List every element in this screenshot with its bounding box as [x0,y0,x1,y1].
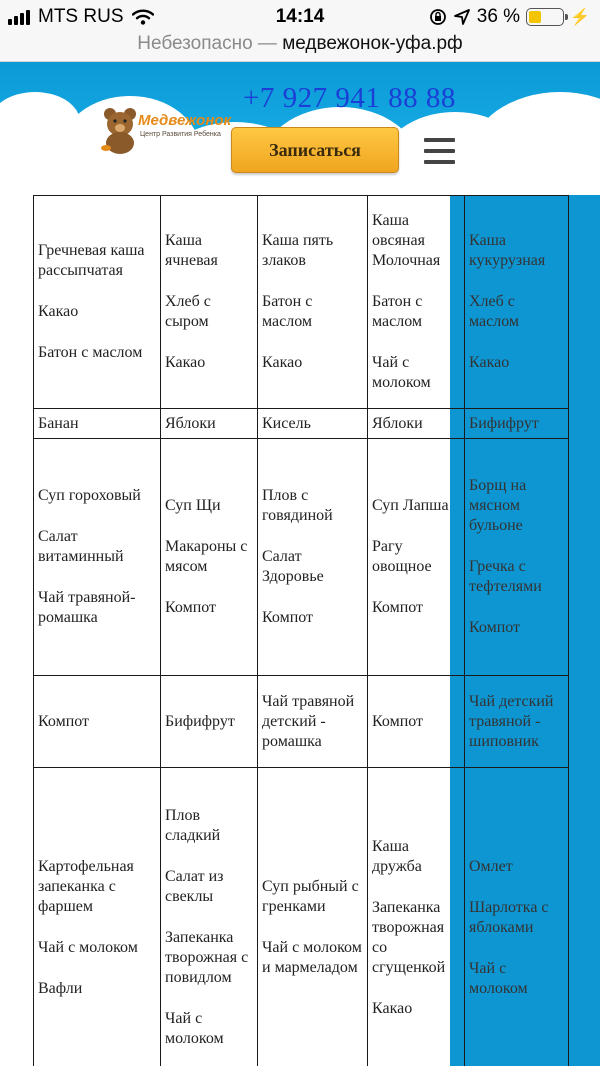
dish-item: Шарлотка с яблоками [469,898,549,936]
dish-item: Суп гороховый [38,487,141,504]
menu-cell [258,439,368,676]
dish-item: Какао [165,354,206,371]
dish-item: Борщ на мясном бульоне [469,477,527,534]
dish-item: Салат Здоровье [262,548,324,585]
dish-item: Чай с молоком [38,938,138,956]
dish-item: Батон с маслом [372,293,423,330]
dish-item: Каша ячневая [165,232,218,269]
dish-item: Чай с молоком [372,354,431,391]
dish-item: Кисель [262,414,311,432]
dish-item: Какао [38,303,79,320]
dish-item: Суп рыбный с гренками [262,878,359,915]
insecure-label: Небезопасно — [137,33,277,54]
dish-item: Хлеб с маслом [469,293,520,330]
status-right [429,6,590,28]
menu-cell [465,409,569,439]
dish-item: Гречка с тефтелями [469,558,542,595]
menu-table-container[interactable] [0,195,600,1066]
menu-row [34,676,569,768]
dish-item: Рагу овощное [372,538,432,575]
dish-item: Какао [262,354,303,371]
menu-cell [161,676,258,768]
menu-cell [161,768,258,1066]
menu-cell [465,196,569,409]
url-domain: медвежонок-уфа.рф [282,33,463,54]
dish-item: Компот [38,712,90,730]
dish-item: Каша дружба [372,837,422,875]
menu-table [33,195,569,1066]
logo-subtitle: Центр Развития Ребенка [140,131,221,138]
dish-item: Запеканка творожная с повидлом [165,929,249,986]
battery-percent: 36 % [476,6,521,27]
dish-item: Салат витаминный [38,528,124,565]
menu-cell [161,439,258,676]
menu-cell [368,768,465,1066]
dish-item: Компот [165,599,217,616]
dish-item: Какао [372,999,413,1017]
dish-item: Макароны с мясом [165,538,248,575]
dish-item: Бифифрут [165,712,235,730]
dish-item: Гречневая каша рассыпчатая [38,242,145,279]
dish-item: Чай с молоком [165,1010,224,1047]
dish-item: Чай травяной-ромашка [38,589,136,626]
dish-item: Каша овсяная Молочная [372,212,441,269]
status-bar [0,0,600,32]
dish-item: Салат из свеклы [165,868,224,905]
logo-title: Медвежонок [138,112,232,129]
carrier-name: MTS RUS [38,6,124,27]
dish-item: Банан [38,414,79,432]
dish-item: Компот [469,619,521,636]
dish-item: Компот [372,712,424,730]
dish-item: Чай с молоком и мармеладом [262,939,362,976]
dish-item: Чай детский травяной - шиповник [469,692,554,750]
dish-item: Яблоки [372,414,423,432]
menu-cell [258,768,368,1066]
site-logo[interactable] [98,104,238,156]
dish-item: Какао [469,354,510,371]
menu-cell [368,409,465,439]
menu-cell [465,439,569,676]
dish-item: Каша кукурузная [469,232,546,269]
dish-item: Чай травяной детский - ромашка [262,692,355,750]
menu-cell [258,409,368,439]
menu-cell [368,676,465,768]
menu-cell [368,439,465,676]
menu-cell [34,768,161,1066]
menu-cell [465,676,569,768]
menu-cell [34,409,161,439]
signup-button[interactable]: Записаться [231,127,399,173]
dish-item: Батон с маслом [262,293,313,330]
battery-fill [529,11,541,23]
menu-cell [465,768,569,1066]
dish-item: Омлет [469,857,513,875]
dish-item: Хлеб с сыром [165,293,211,330]
orientation-lock-icon [429,8,447,26]
dish-item: Батон с маслом [38,344,143,361]
dish-item: Плов сладкий [165,807,221,844]
dish-item: Каша пять злаков [262,232,334,269]
menu-cell [34,196,161,409]
dish-item: Вафли [38,979,83,997]
dish-item: Компот [372,599,424,616]
dish-item: Яблоки [165,414,216,432]
location-icon [453,8,471,26]
hamburger-icon[interactable] [424,138,455,164]
status-time: 14:14 [275,6,325,27]
menu-cell [34,439,161,676]
menu-cell [368,196,465,409]
site-header [0,62,600,195]
menu-cell [258,196,368,409]
menu-cell [161,196,258,409]
menu-cell [161,409,258,439]
dish-item: Плов с говядиной [262,487,333,524]
menu-row [34,196,569,409]
menu-row [34,768,569,1066]
dish-item: Картофельная запеканка с фаршем [38,857,134,915]
phone-number[interactable]: +7 927 941 88 88 [243,82,456,114]
dish-item: Компот [262,609,314,626]
dish-item: Суп Щи [165,497,221,514]
dish-item: Суп Лапша [372,497,449,514]
battery-icon [526,8,564,26]
charging-icon: ⚡ [570,9,590,26]
menu-row [34,439,569,676]
dish-item: Чай с молоком [469,959,528,997]
url-bar[interactable] [0,32,600,62]
menu-cell [258,676,368,768]
bear-logo-icon [98,104,142,154]
menu-cell [34,676,161,768]
menu-row [34,409,569,439]
dish-item: Бифифрут [469,414,539,432]
dish-item: Запеканка творожная со сгущенкой [372,898,446,976]
